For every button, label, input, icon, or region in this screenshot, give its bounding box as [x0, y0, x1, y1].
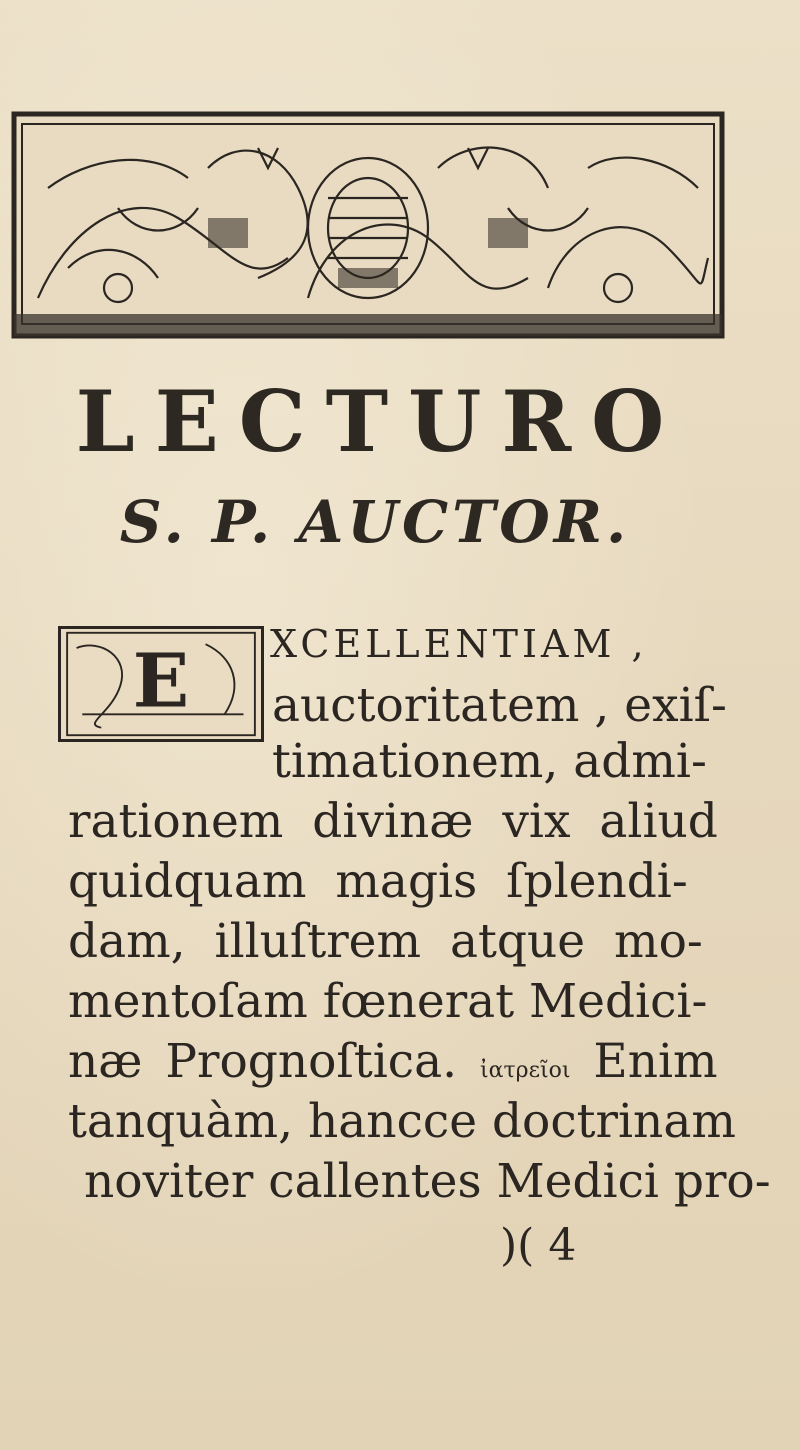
text-line-2: auctoritatem , exiſ- [272, 678, 727, 733]
text-line-10: noviter callentes Medici pro- [84, 1154, 771, 1209]
signature-mark: )( 4 [500, 1220, 577, 1271]
page-title: LECTURO [75, 372, 685, 471]
headpiece-ornament [8, 108, 728, 344]
text-line-9: tanquàm, hancce doctrinam [68, 1094, 736, 1149]
text-line-6: dam, illuſtrem atque mo- [68, 914, 703, 969]
initial-letter-e: E [132, 638, 190, 725]
greek-word: ἰατρεῖοι [479, 1058, 571, 1083]
page-subtitle: S. P. AUCTOR. [119, 488, 631, 556]
text-line-8-main: næ Prognoſtica. [68, 1034, 458, 1089]
headpiece-engraving [8, 108, 728, 344]
first-line-text: XCELLENTIAM , [270, 622, 648, 666]
text-line-8 [68, 1034, 718, 1089]
text-line-3: timationem, admi- [272, 734, 707, 789]
text-line-5: quidquam magis ſplendi- [68, 854, 688, 909]
decorated-initial [58, 626, 264, 742]
text-line-8-tail: Enim [593, 1034, 718, 1089]
text-line-7: mentoſam fœnerat Medici- [68, 974, 708, 1029]
initial-letter-ornament [61, 629, 261, 739]
text-line-4: rationem divinæ vix aliud [68, 794, 718, 849]
